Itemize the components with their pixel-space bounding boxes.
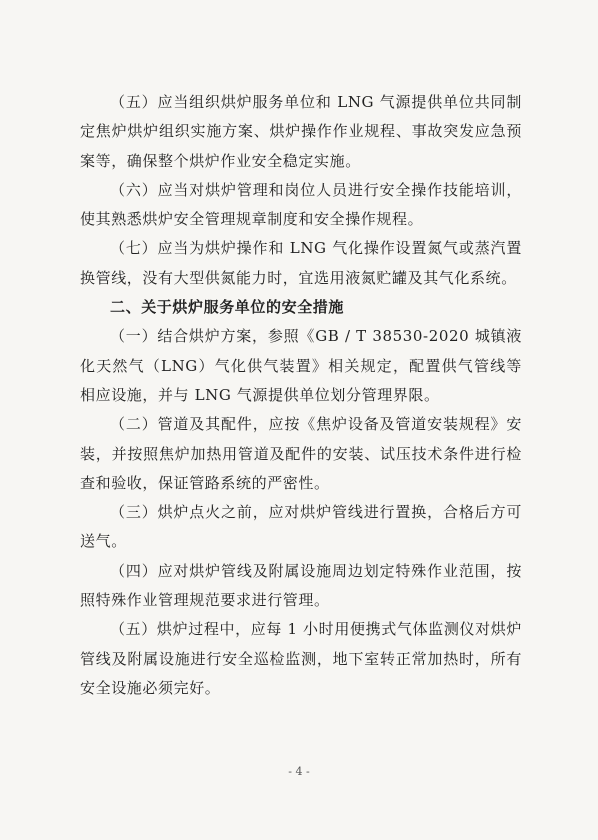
item-4-special-work: （四）应对烘炉管线及附属设施周边划定特殊作业范围，按照特殊作业管理规范要求进行管理。 <box>80 561 522 610</box>
item-3-ignition: （三）烘炉点火之前，应对烘炉管线进行置换，合格后方可送气。 <box>80 503 522 551</box>
item-7-nitrogen: （七）应当为烘炉操作和 LNG 气化操作设置氮气或蒸汽置换管线，没有大型供氮能力时，宜选用液氮贮罐及其气化系统。 <box>80 239 522 287</box>
item-1-gas-supply: （一）结合烘炉方案，参照《GB / T 38530-2020 城镇液化天然气（LNG）气化供气装置》相关规定，配置供气管线等相应设施，并与 LNG 气源提供单位划分管理界限。 <box>80 327 522 404</box>
page-number: - 4 - <box>288 765 310 778</box>
item-5-emergency-plan: （五）应当组织烘炉服务单位和 LNG 气源提供单位共同制定焦炉烘炉组织实施方案、烘炉操作作业规程、事故突发应急预案等，确保整个烘炉作业安全稳定实施。 <box>80 93 522 170</box>
document-body <box>80 88 522 703</box>
item-6-training: （六）应当对烘炉管理和岗位人员进行安全操作技能培训，使其熟悉烘炉安全管理规章制度和安全操作规程。 <box>80 180 522 229</box>
item-5-gas-monitoring: （五）烘炉过程中，应每 1 小时用便携式气体监测仪对烘炉管线及附属设施进行安全巡检监测，地下室转正常加热时，所有安全设施必须完好。 <box>80 620 522 697</box>
item-2-pipeline-install: （二）管道及其配件，应按《焦炉设备及管道安装规程》安装，并按照焦炉加热用管道及配件的安装、试压技术条件进行检查和验收，保证管路系统的严密性。 <box>80 415 522 492</box>
section-2-heading: 二、关于烘炉服务单位的安全措施 <box>110 298 345 317</box>
